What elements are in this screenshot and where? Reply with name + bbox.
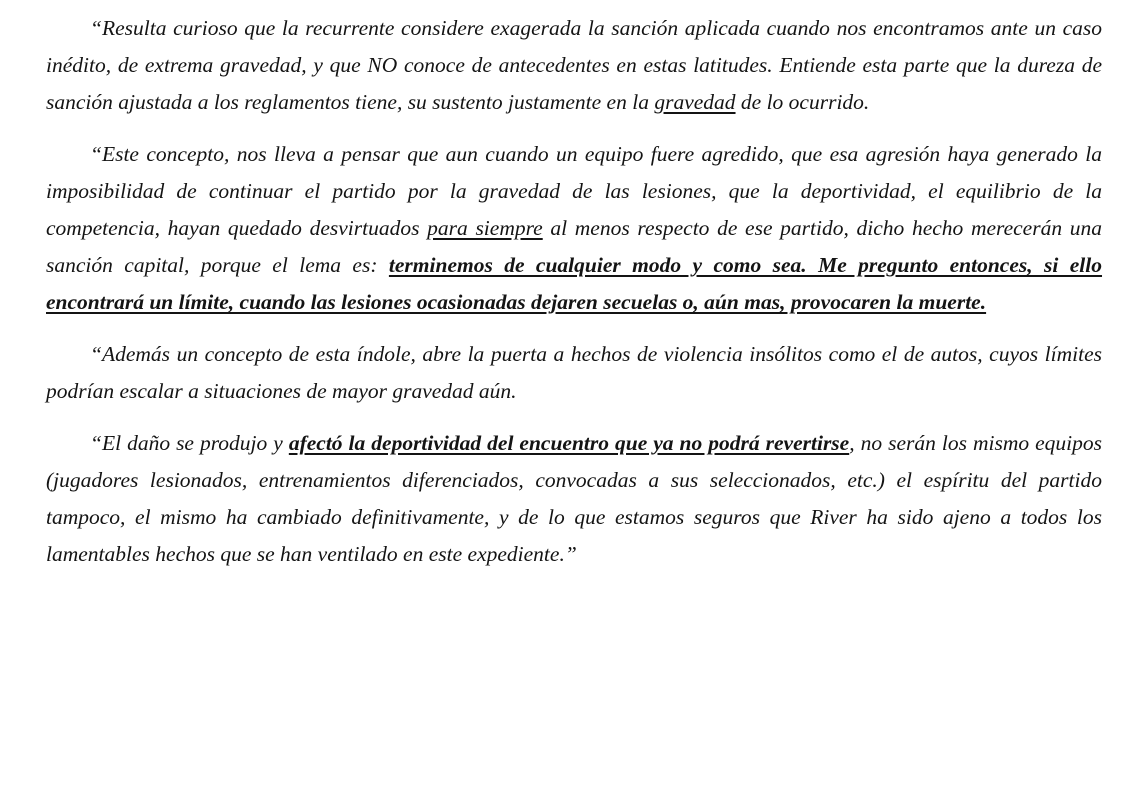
- paragraph-4-text: “El daño se produjo y: [90, 431, 289, 455]
- underlined-text-para-siempre: para siempre: [427, 216, 543, 240]
- bold-underlined-emphasis: terminemos de cualquier modo y como sea. Me pregunto entonces, si ello encontrará un límite, cuando las lesiones ocasionadas dejaren secuelas o, aún mas, provocaren la muerte.: [46, 253, 1103, 314]
- paragraph-2: [46, 136, 1102, 321]
- bold-underlined-emphasis-deportividad: afectó la deportividad del encuentro que ya no podrá revertirse: [288, 431, 850, 455]
- paragraph-2-text-middle: al menos respecto de ese partido, dicho hecho merecerán una sanción capital, porque el lema es:: [46, 216, 1102, 277]
- paragraph-2-text: “Este concepto, nos lleva a pensar que aun cuando un equipo fuere agredido, que esa agresión haya generado la imposibilidad de continuar el partido por la gravedad de las lesiones, que la deportividad, el equilibrio de la competencia, hayan quedado desvirtuados: [46, 142, 1102, 240]
- paragraph-1: [46, 10, 1102, 121]
- paragraph-1-text: “Resulta curioso que la recurrente considere exagerada la sanción aplicada cuando nos encontramos ante un caso inédito, de extrema gravedad, y que NO conoce de antecedentes en estas latitudes. Entiende esta parte que la dureza de sanción ajustada a los reglamentos tiene, su sustento justamente en la: [46, 16, 1102, 114]
- document-page: [46, 10, 1102, 573]
- paragraph-3-text: “Además un concepto de esta índole, abre la puerta a hechos de violencia insólitos como el de autos, cuyos límites podrían escalar a situaciones de mayor gravedad aún.: [46, 342, 1102, 403]
- paragraph-3: [46, 336, 1102, 410]
- underlined-text-gravedad: gravedad: [654, 90, 736, 114]
- paragraph-4: [46, 425, 1102, 573]
- paragraph-1-text-end: de lo ocurrido.: [735, 90, 870, 114]
- paragraph-4-text-end: , no serán los mismo equipos (jugadores lesionados, entrenamientos diferenciados, convocadas a sus seleccionados, etc.) el espíritu del partido tampoco, el mismo ha cambiado definitivamente, y de lo que estamos seguros que River ha sido ajeno a todos los lamentables hechos que se han ventilado en este expediente.”: [46, 431, 1102, 566]
